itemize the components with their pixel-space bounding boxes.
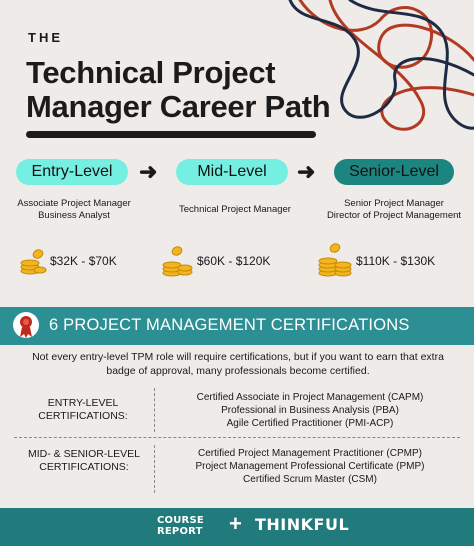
cert-item: Project Management Professional Certificate (PMP) [195,461,425,472]
roles-entry [0,198,148,222]
salary-senior: $110K - $130K [356,254,436,268]
role-item: Technical Project Manager [179,204,291,215]
level-pill-entry: Entry-Level [16,159,128,185]
salary-entry: $32K - $70K [50,254,117,268]
certifications-intro: Not every entry-level TPM role will require certifications, but if you want to earn that extra badge of approval, many professionals become certified. [32,351,444,377]
coin-stack-icon [160,242,194,278]
cert-item: Professional in Business Analysis (PBA) [221,405,399,416]
cert-item: Certified Scrum Master (CSM) [243,474,377,485]
plus-icon: + [229,511,242,536]
cert-group-label-line: CERTIFICATIONS: [39,461,129,473]
cert-item: Agile Certified Practitioner (PMI-ACP) [226,418,394,429]
cert-group-label-entry [18,397,148,423]
logo-line: COURSE [157,515,204,526]
title-underline [26,131,316,138]
cert-list-senior [160,447,460,486]
arrow-right-icon: ➜ [297,159,316,184]
roles-mid [160,204,310,216]
divider [14,437,460,438]
cert-item: Certified Associate in Project Management (CAPM) [196,392,424,403]
page-title-line2: Manager Career Path [26,89,331,124]
award-ribbon-icon [12,311,40,341]
cert-group-label-line: CERTIFICATIONS: [38,410,128,422]
cert-group-label-line: ENTRY-LEVEL [47,397,119,409]
role-item: Director of Project Management [326,210,462,221]
header-kicker: THE [28,30,63,45]
cert-list-entry [160,391,460,430]
logo-line: REPORT [157,526,203,537]
coin-stack-icon [316,240,354,278]
coin-stack-icon [18,242,48,276]
certifications-title: 6 PROJECT MANAGEMENT CERTIFICATIONS [49,316,410,334]
roles-senior [314,198,474,222]
level-pill-senior: Senior-Level [334,159,454,185]
role-item: Senior Project Manager [344,198,444,209]
thinkful-logo: THINKFUL [255,515,350,534]
salary-mid: $60K - $120K [197,254,271,268]
cert-item: Certified Project Management Practitioner (CPMP) [198,448,422,459]
divider [154,445,155,493]
page-title-line1: Technical Project [26,55,276,90]
role-item: Associate Project Manager [17,198,131,209]
role-item: Business Analyst [38,210,110,221]
level-pill-mid: Mid-Level [176,159,288,185]
cert-group-label-line: MID- & SENIOR-LEVEL [27,448,141,460]
course-report-logo [157,515,204,537]
cert-group-label-senior [14,448,154,474]
divider [154,388,155,432]
arrow-right-icon: ➜ [139,159,158,184]
